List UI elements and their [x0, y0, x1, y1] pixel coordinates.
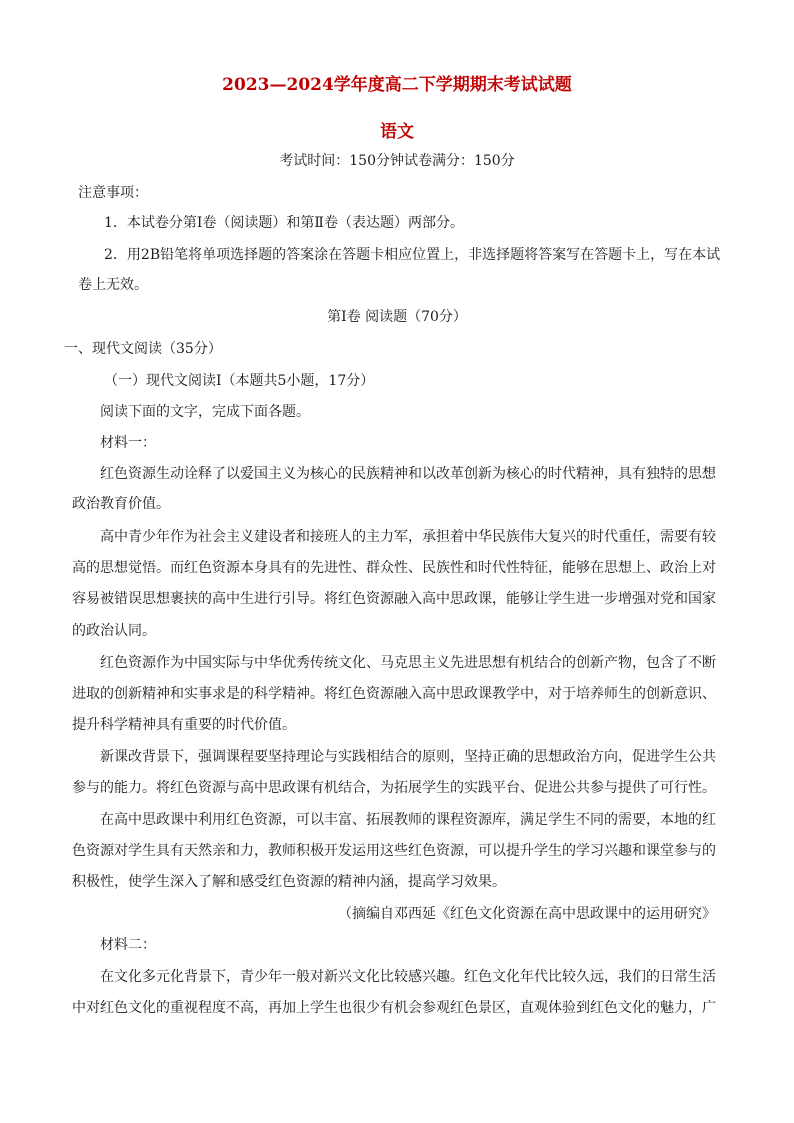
paragraph-line: 提升科学精神具有重要的时代价值。 [72, 717, 296, 733]
paragraph-line: 积极性，使学生深入了解和感受红色资源的精神内涵，提高学习效果。 [72, 874, 506, 890]
notice-item-1: 1．本试卷分第Ⅰ卷（阅读题）和第Ⅱ卷（表达题）两部分。 [104, 215, 464, 231]
paragraph-line: 高的思想觉悟。而红色资源本身具有的先进性、群众性、民族性和时代性特征，能够在思想上、政治上对 [72, 560, 716, 576]
part1-heading: 第Ⅰ卷 阅读题（70分） [327, 309, 467, 325]
paragraph-line: 红色资源生动诠释了以爱国主义为核心的民族精神和以改革创新为核心的时代精神，具有独特的思想 [100, 466, 716, 482]
paragraph-line: 色资源对学生具有天然亲和力，教师积极开发运用这些红色资源，可以提升学生的学习兴趣和课堂参与的 [72, 843, 716, 859]
paragraph-line: 红色资源作为中国实际与中华优秀传统文化、马克思主义先进思想有机结合的创新产物，包含了不断 [100, 655, 716, 671]
paragraph-line: 政治教育价值。 [72, 496, 170, 512]
material2-label: 材料二： [100, 937, 156, 953]
exam-title: 2023—2024学年度高二下学期期末考试试题 [222, 75, 572, 95]
paragraph-line: 中对红色文化的重视程度不高，再加上学生也很少有机会参观红色景区，直观体验到红色文化的魅力，广 [72, 1000, 716, 1016]
notice-item-2-cont: 卷上无效。 [78, 277, 148, 293]
paragraph-line: 参与的能力。将红色资源与高中思政课有机结合，为拓展学生的实践平台、促进公共参与提供了可行性。 [72, 780, 716, 796]
paragraph-line: 容易被错误思想裹挟的高中生进行引导。将红色资源融入高中思政课，能够让学生进一步增强对党和国家 [72, 591, 716, 607]
notice-item-2: 2．用2B铅笔将单项选择题的答案涂在答题卡相应位置上，非选择题将答案写在答题卡上，写在本试 [104, 247, 721, 263]
subsection1-heading: （一）现代文阅读Ⅰ（本题共5小题，17分） [104, 373, 375, 389]
paragraph-line: 在文化多元化背景下，青少年一般对新兴文化比较感兴趣。红色文化年代比较久远，我们的日常生活 [100, 969, 716, 985]
paragraph-line: 进取的创新精神和实事求是的科学精神。将红色资源融入高中思政课教学中，对于培养师生的创新意识、 [72, 686, 716, 702]
reading-instruction: 阅读下面的文字，完成下面各题。 [100, 404, 310, 420]
paragraph-line: 的政治认同。 [72, 623, 156, 639]
exam-info: 考试时间：150分钟试卷满分：150分 [279, 153, 515, 169]
paragraph-line: 在高中思政课中利用红色资源，可以丰富、拓展教师的课程资源库，满足学生不同的需要，本地的红 [100, 812, 716, 828]
subject-heading: 语文 [380, 122, 414, 142]
material1-label: 材料一： [100, 435, 156, 451]
paragraph-line: 高中青少年作为社会主义建设者和接班人的主力军，承担着中华民族伟大复兴的时代重任，需要有较 [100, 529, 716, 545]
paragraph-line: 新课改背景下，强调课程要坚持理论与实践相结合的原则，坚持正确的思想政治方向，促进学生公共 [100, 749, 716, 765]
material1-source: （摘编自邓西延《红色文化资源在高中思政课中的运用研究》 [338, 906, 716, 922]
section1-heading: 一、现代文阅读（35分） [64, 341, 222, 357]
notice-heading: 注意事项： [78, 185, 148, 201]
